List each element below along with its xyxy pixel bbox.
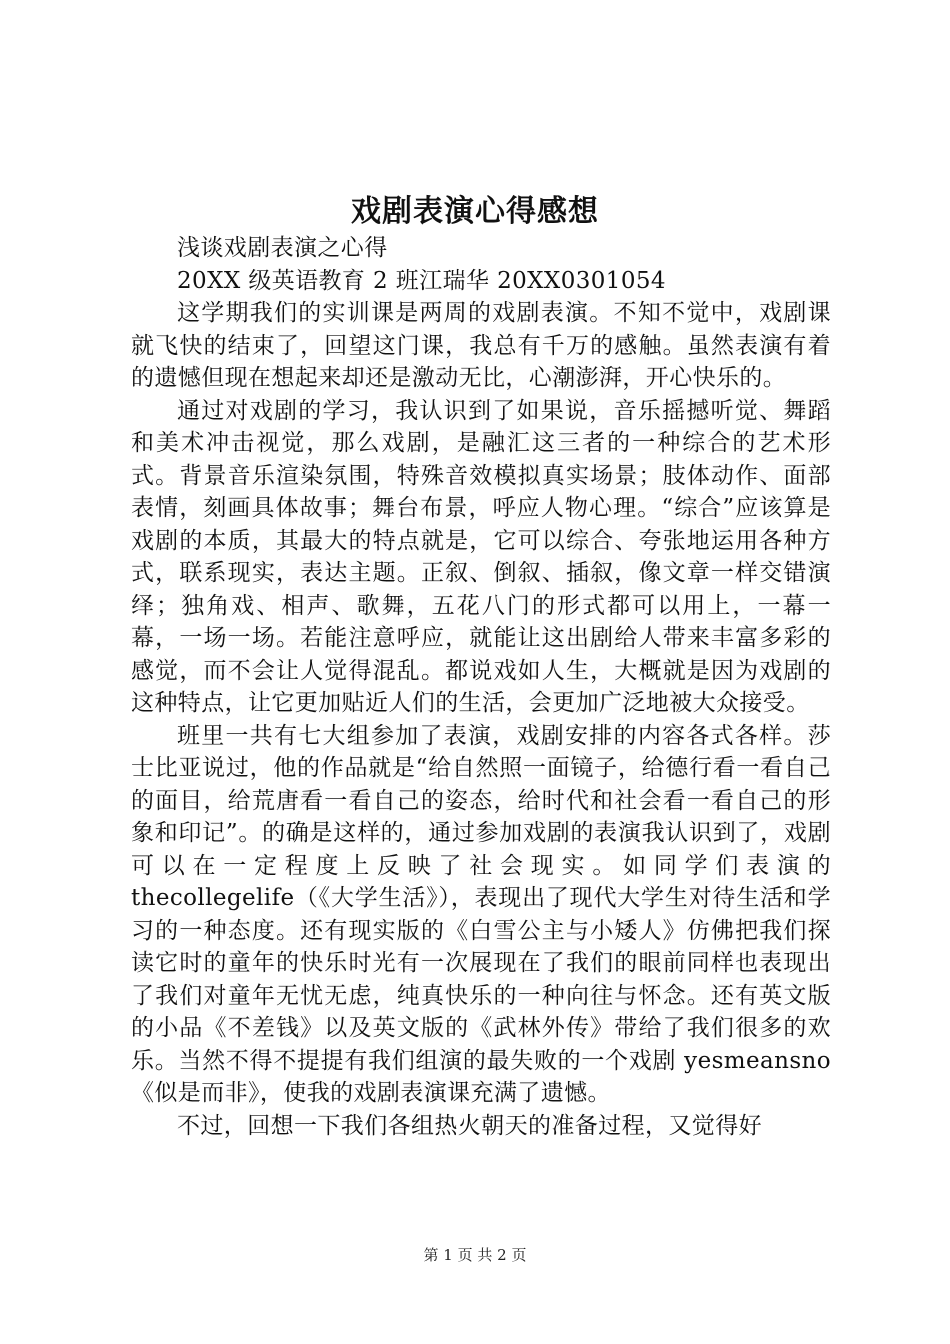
page-footer: 第 1 页 共 2 页 xyxy=(423,1246,527,1264)
document-subtitle: 浅谈戏剧表演之心得 xyxy=(177,235,388,261)
document-body xyxy=(131,232,831,1142)
paragraph-4: 不过，回想一下我们各组热火朝天的准备过程，又觉得好 xyxy=(177,1112,762,1139)
document-title: 戏剧表演心得感想 xyxy=(351,194,599,229)
paragraph-3: 班里一共有七大组参加了表演，戏剧安排的内容各式各样。莎士比亚说过，他的作品就是“给自然照一面镜子，给德行看一看自己的面目，给荒唐看一看自己的姿态，给时代和社会看一看自己的形象和印记”。的确是这样的，通过参加戏剧的表演我认识到了，戏剧可以在一定程度上反映了社会现实。如同学们表演的 thecollegelife（《大学生活》），表现出了现代大学生对待生活和学习的一种态度。还有现实版的《白雪公主与小矮人》仿佛把我们探读它时的童年的快乐时光有一次展现在了我们的眼前同样也表现出了我们对童年无忧无虑，纯真快乐的一种向往与怀念。还有英文版的小品《不差钱》以及英文版的《武林外传》带给了我们很多的欢乐。当然不得不提提有我们组演的最失败的一个戏剧 yesmeansno《似是而非》，使我的戏剧表演课充满了遗憾。 xyxy=(131,722,831,1106)
author-line: 20XX 级英语教育 2 班江瑞华 20XX0301054 xyxy=(177,267,666,294)
paragraph-1: 这学期我们的实训课是两周的戏剧表演。不知不觉中，戏剧课就飞快的结束了，回望这门课，我总有千万的感触。虽然表演有着的遗憾但现在想起来却还是激动无比，心潮澎湃，开心快乐的。 xyxy=(131,300,831,391)
paragraph-2: 通过对戏剧的学习，我认识到了如果说，音乐摇撼听觉、舞蹈和美术冲击视觉，那么戏剧，是融汇这三者的一种综合的艺术形式。背景音乐渲染氛围，特殊音效模拟真实场景；肢体动作、面部表情，刻画具体故事；舞台布景，呼应人物心理。“综合”应该算是戏剧的本质，其最大的特点就是，它可以综合、夸张地运用各种方式，联系现实，表达主题。正叙、倒叙、插叙，像文章一样交错演绎；独角戏、相声、歌舞，五花八门的形式都可以用上，一幕一幕，一场一场。若能注意呼应，就能让这出剧给人带来丰富多彩的感觉，而不会让人觉得混乱。都说戏如人生，大概就是因为戏剧的这种特点，让它更加贴近人们的生活，会更加广泛地被大众接受。 xyxy=(131,397,831,716)
